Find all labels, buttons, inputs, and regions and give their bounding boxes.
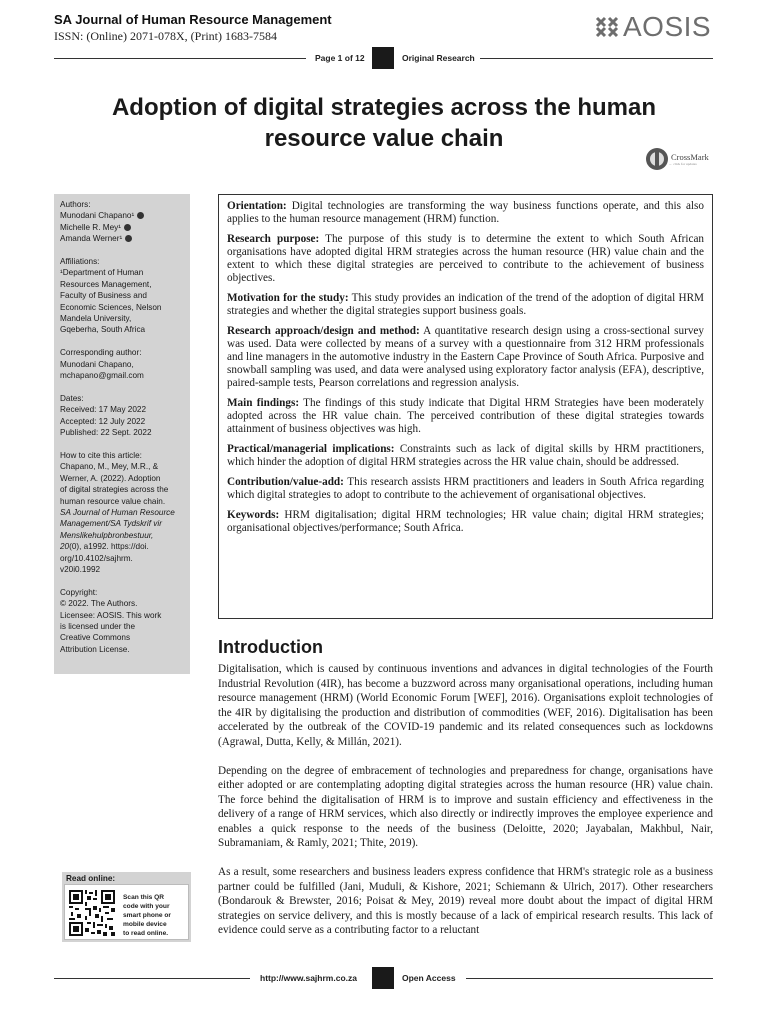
read-online-line: mobile device [123,921,167,928]
abstract-text: A quantitative research design using a cross-sectional survey was used. Data were collected by means of a survey with a questionnaire from 312 HRM professionals and line managers in the automotive industry in the Eastern Cape Province of South Africa. Purposive and snowball sampling was used, and data were analysed using exploratory factor analysis (EFA), descriptive, paired-sample tests, Pearson correlations and regression analysis. [227,325,704,389]
affiliation-line: Resources Management, [60,279,152,289]
abstract-contribution [227,476,704,502]
article-title [80,92,688,154]
affiliation-line: ¹Department of Human [60,268,144,278]
affiliations-label: Affiliations: [60,257,100,267]
crossmark-sub: ← click for updates [669,161,697,166]
abstract-label: Contribution/value-add: [227,476,344,488]
dates-block [60,393,184,439]
abstract-text: Constraints such as lack of digital skills by HRM practitioners, which hinder the adoption of digital HRM strategies across the HR value chain, should be addressed. [227,443,704,468]
title-line-1: Adoption of digital strategies across the human [111,94,657,121]
author-item [60,222,184,233]
read-online-panel [64,884,189,940]
author-name: Munodani Chapano¹ [60,211,135,221]
read-online-line: code with your [123,903,170,910]
abstract-text: Digital technologies are transforming the way business functions operate, and this also applies to the human resource management (HRM) function. [227,200,704,225]
date-published: Published: 22 Sept. 2022 [60,428,152,438]
abstract-label: Motivation for the study: [227,292,349,304]
author-name: Amanda Werner¹ [60,234,123,244]
copyright-label: Copyright: [60,587,98,597]
crossmark-label: CrossMark [671,151,709,162]
crossmark-badge[interactable] [645,147,709,171]
authors-label: Authors: [60,200,91,209]
crossmark-icon [645,147,669,171]
abstract-text: This study provides an indication of the trend of the adoption of digital HRM strategies and whether the digital strategies support business goals. [227,292,704,317]
footer-rule-right [466,978,713,979]
abstract-text: This research assists HRM practitioners and leaders in South Africa regarding which digital strategies to adopt to contribute to the achievement of organisational objectives. [227,476,704,501]
affiliation-line: Economic Sciences, Nelson [60,302,162,312]
abstract-text: The purpose of this study is to determine the extent to which South African organisations have adopted digital HRM strategies across the human resource (HR) value chain and the extent to which these digital strategies are perceived to contribute to the achievement of business objectives. [227,233,704,284]
author-item [60,210,184,221]
page-number: Page 1 of 12 [315,53,365,63]
corresponding-label: Corresponding author: [60,348,142,358]
introduction-heading: Introduction [218,637,323,657]
read-online-line: smart phone or [123,912,171,919]
cite-doi-line[interactable]: org/10.4102/sajhrm. [60,553,133,563]
footer-open-access: Open Access [402,973,456,983]
abstract-implications [227,443,704,469]
copyright-line: Creative Commons [60,633,131,643]
cite-line: Chapano, M., Mey, M.R., & [60,462,159,472]
body-paragraph: As a result, some researchers and business leaders express confidence that HRM's strategic role as a business partner could be fulfilled (Jani, Muduli, & Kishore, 2021; Schiemann & Ulrich, 2017). Other researchers (Bondarouk & Brewster, 2016; Poisat & Mey, 2019) reveal more doubt about the impact of digital HRM strategies on service delivery, and this is mostly because of a lack of empirical research results. This lack of evidence could serve as a contributing factor to a reluctant [218,866,713,936]
cite-line: Werner, A. (2022). Adoption [60,473,161,483]
body-paragraph: Digitalisation, which is caused by continuous inventions and advances in digital technologies of the Fourth Industrial Revolution (4IR), has become a buzzword across many organisational operations, including human resource management (HRM) (World Economic Forum [WEF], 2016). Organisations exploit technologies of the 4IR by digitalising the production and distribution of commodities (WEF, 2016). Digitalisation has been accelerated by the outbreak of the COVID-19 pandemic and its related consequences such as lockdowns (Agrawal, Dutta, Kelly, & Millán, 2021). [218,663,713,748]
abstract-findings [227,397,704,436]
citation-block [60,450,184,575]
cite-volume-line [60,541,184,552]
author-item [60,233,184,244]
abstract-label: Practical/managerial implications: [227,443,395,455]
read-online-box [62,872,191,942]
copyright-block [60,587,184,655]
copyright-line: Licensee: AOSIS. This work [60,610,162,620]
copyright-line: Attribution License. [60,644,130,654]
issn: ISSN: (Online) 2071-078X, (Print) 1683-7584 [54,29,277,43]
orcid-icon[interactable] [124,224,131,231]
article-type: Original Research [402,53,475,63]
affiliation-line: Mandela University, [60,314,132,324]
introduction-body [218,662,713,952]
abstract-text: HRM digitalisation; digital HRM technologies; HR value chain; digital HRM strategies; organisational objectives/performance; South Africa. [227,509,704,534]
header-rule-left [54,58,306,59]
corresponding-name: Munodani Chapano, [60,359,134,369]
abstract-keywords [227,509,704,535]
footer-url[interactable]: http://www.sajhrm.co.za [260,973,357,983]
copyright-line: © 2022. The Authors. [60,599,138,609]
corresponding-block [60,347,184,381]
abstract-label: Keywords: [227,509,280,521]
title-line-2: resource value chain [264,125,504,152]
logo-text: AOSIS [623,11,712,42]
authors-block [60,199,184,245]
read-online-text [123,893,187,938]
abstract-purpose [227,233,704,285]
read-online-line: to read online. [123,930,169,937]
abstract-motivation [227,292,704,318]
cite-label: How to cite this article: [60,450,142,460]
dates-label: Dates: [60,393,84,403]
cite-doi-line[interactable]: v20i0.1992 [60,564,101,574]
copyright-line: is licensed under the [60,621,136,631]
abstract-label: Research purpose: [227,233,320,245]
abstract-label: Orientation: [227,200,287,212]
read-online-line: Scan this QR [123,894,165,901]
abstract-box [218,194,713,619]
orcid-icon[interactable] [125,235,132,242]
abstract-method [227,325,704,390]
aosis-logo[interactable] [594,12,711,42]
header-rule-right [480,58,713,59]
cite-journal-line: SA Journal of Human Resource [60,507,175,517]
cite-journal-line: Management/SA Tydskrif vir [60,519,162,529]
footer-rule-left [54,978,250,979]
article-info-sidebar [54,194,190,674]
read-online-label: Read online: [66,874,116,883]
corresponding-email[interactable]: mchapano@gmail.com [60,371,144,381]
qr-code-icon[interactable] [69,890,115,936]
abstract-orientation [227,200,704,226]
abstract-text: The findings of this study indicate that Digital HRM Strategies have been moderately adopted across the HR value chain. The perceived contribution of these digital strategies towards attainment of business objectives was high. [227,397,705,435]
cite-volume: 20 [60,542,70,552]
affiliation-line: Faculty of Business and [60,291,147,301]
affiliation-line: Gqeberha, South Africa [60,325,146,335]
cite-line: of digital strategies across the [60,485,169,495]
cite-line: human resource value chain. [60,496,166,506]
cite-rest: (0), a1992. https://doi. [69,542,149,552]
date-accepted: Accepted: 12 July 2022 [60,416,146,426]
abstract-label: Main findings: [227,397,300,409]
body-paragraph: Depending on the degree of embracement of technologies and preparedness for change, organisations have either adopted or are contemplating adopting digital strategies across the human resource (HR) value chain. The force behind the digitalisation of HRM is to improve and sustain efficiency and effectiveness in the delivery of a range of HRM services, which also directly or indirectly improves the employee experience and enables a quick response to the needs of the business (Deloitte, 2020; Jayabalan, Makhbul, Nair, Subramaniam, & Ramly, 2021; Thite, 2019). [218,764,713,849]
aosis-logo-icon [594,15,620,39]
journal-name: SA Journal of Human Resource Management [54,12,332,27]
abstract-label: Research approach/design and method: [227,325,420,337]
author-name: Michelle R. Mey¹ [60,222,121,232]
date-received: Received: 17 May 2022 [60,405,147,415]
orcid-icon[interactable] [137,212,144,219]
cite-journal-line: Menslikehulpbronbestuur, [60,530,154,540]
footer-divider-block [372,967,394,989]
header-divider-block [372,47,394,69]
affiliations-block [60,256,184,336]
